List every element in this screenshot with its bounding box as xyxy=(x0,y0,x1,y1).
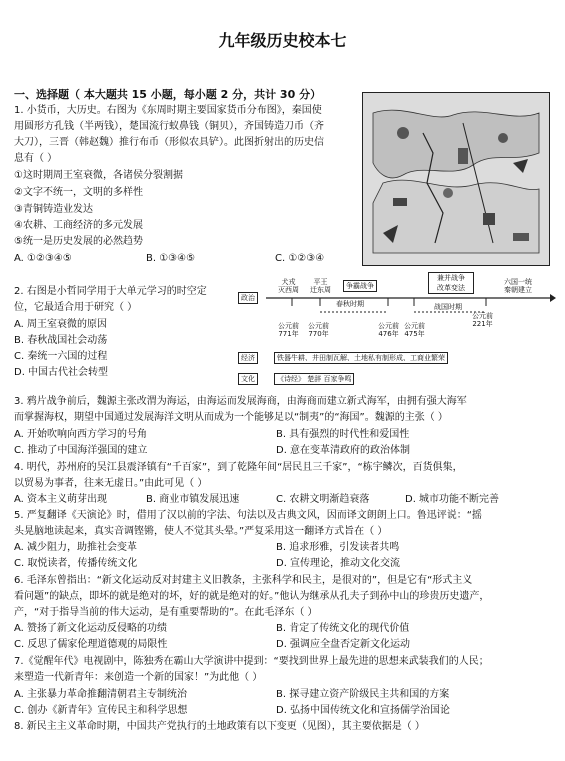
q1-line: 用圆形方孔钱（半两钱），楚国流行蚁鼻钱（铜贝），齐国铸造刀币（齐 xyxy=(14,121,324,132)
q7-line: 7.《觉醒年代》电视剧中，陈独秀在霸山大学演讲中提到：“要找到世界上最先进的思想来武装我们的人民； xyxy=(14,656,489,667)
q5-option-c[interactable]: C. 取悦读者，传播传统文化 xyxy=(14,558,138,569)
q3-option-b[interactable]: B. 具有强烈的时代性和爱国性 xyxy=(276,429,410,440)
q3-line: 3. 鸦片战争前后，魏源主张改渭为海运，由海运而发展海商，由海商而建立新式海军，由拥有强大海军 xyxy=(14,396,467,407)
q1-item: ⑤统一是历史发展的必然趋势 xyxy=(14,236,143,247)
year-label: 公元前 221年 xyxy=(472,312,493,328)
q4-line: 4. 明代，苏州府的吴江县震泽镇有“千百家”，到了乾隆年间“居民且三千家”，“栋宇鳞次，百货俱集， xyxy=(14,462,463,473)
year-label: 公元前 771年 xyxy=(278,322,299,338)
q4-option-a[interactable]: A. 资本主义萌芽出现 xyxy=(14,494,108,505)
q8-line: 8. 新民主主义革命时期，中国共产党执行的土地政策有以下变更（见图），其主要依据是（ ） xyxy=(14,721,425,732)
q1-line: 息有（ ） xyxy=(14,153,58,164)
year-label: 公元前 770年 xyxy=(308,322,329,338)
q6-option-b[interactable]: B. 肯定了传统文化的现代价值 xyxy=(276,623,410,634)
q6-option-d[interactable]: D. 强调应全盘否定新文化运动 xyxy=(276,639,411,650)
q7-line: 来塑造一代新青年：来创造一个新的国家！”为此他（ ） xyxy=(14,672,263,683)
culture-box: 《诗经》 楚辞 百家争鸣 xyxy=(274,373,354,385)
q1-item: ④农耕、工商经济的多元发展 xyxy=(14,220,143,231)
q1-option-a[interactable]: A. ①②③④⑤ xyxy=(14,253,72,264)
q4-option-d[interactable]: D. 城市功能不断完善 xyxy=(405,494,500,505)
q1-item: ①这时期周王室衰微，各诸侯分裂割据 xyxy=(14,170,183,181)
q5-option-b[interactable]: B. 追求形雅，引发读者共鸣 xyxy=(276,542,400,553)
q3-option-c[interactable]: C. 推动了中国海洋强国的建立 xyxy=(14,445,148,456)
q2-line: 位，它最适合用于研究（ ） xyxy=(14,302,138,313)
section-heading: 一、选择题（ 本大题共 15 小题，每小题 2 分，共计 30 分） xyxy=(14,88,322,101)
q1-line: 大刀），三晋（韩赵魏）推行布币（形似农具铲）。此图折射出的历史信 xyxy=(14,137,324,148)
page-title: 九年级历史校本七 xyxy=(218,31,347,50)
q2-option-b[interactable]: B. 春秋战国社会动荡 xyxy=(14,335,108,346)
event-label: 犬戎 灭西周 xyxy=(278,278,299,294)
period-label: 春秋时期 xyxy=(336,300,364,308)
event-box: 兼并战争 改革变法 xyxy=(428,272,474,294)
q4-line: 以贸易为事者，往来无虚日。”由此可见（ ） xyxy=(14,478,208,489)
q6-option-c[interactable]: C. 反思了儒家伦理道德观的局限性 xyxy=(14,639,168,650)
q5-line: 5. 严复翻译《天演论》时，借用了汉以前的字法、句法以及古典文风，因而译文朗朗上口。鲁迅评说：“摇 xyxy=(14,510,482,521)
timeline-diagram xyxy=(238,272,556,390)
map-illustration xyxy=(363,93,549,265)
q2-option-c[interactable]: C. 秦统一六国的过程 xyxy=(14,351,108,362)
year-label: 公元前 475年 xyxy=(404,322,425,338)
event-box: 争霸战争 xyxy=(343,280,377,292)
q5-line: 头晃脑地读起来，真实音调铿锵，使人不觉其头晕。”严复采用这一翻译方式旨在（ ） xyxy=(14,526,388,537)
event-label: 平王 迁东周 xyxy=(310,278,331,294)
currency-map-image xyxy=(362,92,550,266)
q2-line: 2. 右图是小哲同学用于大单元学习的时空定 xyxy=(14,286,207,297)
year-label: 公元前 476年 xyxy=(378,322,399,338)
row-label-economy: 经济 xyxy=(238,352,258,364)
q6-option-a[interactable]: A. 赞扬了新文化运动反侵略的功绩 xyxy=(14,623,168,634)
q1-line: 1. 小货币，大历史。右图为《东周时期主要国家货币分布图》，秦国使 xyxy=(14,105,322,116)
q1-option-c[interactable]: C. ①②③④ xyxy=(275,253,325,264)
q2-option-a[interactable]: A. 周王室衰微的原因 xyxy=(14,319,108,330)
event-label: 六国一统 秦朝建立 xyxy=(504,278,532,294)
q6-line: 产，“对于指导当前的伟大运动，是有重要帮助的”。在此毛泽东（ ） xyxy=(14,607,318,618)
q1-item: ③青铜铸造业发达 xyxy=(14,204,93,215)
q4-option-b[interactable]: B. 商业市镇发展迅速 xyxy=(146,494,240,505)
economy-box: 铁器牛耕、井田制瓦解、土地私有制形成、工商业繁荣 xyxy=(274,352,448,364)
q2-option-d[interactable]: D. 中国古代社会转型 xyxy=(14,367,109,378)
q6-line: 6. 毛泽东曾指出：“新文化运动反对封建主义旧教条，主张科学和民主，是很对的”，但是它有“形式主义 xyxy=(14,575,473,586)
q4-option-c[interactable]: C. 农耕文明渐趋衰落 xyxy=(276,494,370,505)
row-label-culture: 文化 xyxy=(238,373,258,385)
q7-option-d[interactable]: D. 弘扬中国传统文化和宣扬儒学治国论 xyxy=(276,705,451,716)
q5-option-d[interactable]: D. 宣传理论，推动文化交流 xyxy=(276,558,401,569)
row-label-politics: 政治 xyxy=(238,292,258,304)
period-label: 战国时期 xyxy=(434,303,462,311)
q5-option-a[interactable]: A. 减少阻力，助推社会变革 xyxy=(14,542,138,553)
q1-option-b[interactable]: B. ①③④⑤ xyxy=(146,253,196,264)
q7-option-c[interactable]: C. 创办《新青年》宣传民主和科学思想 xyxy=(14,705,188,716)
q7-option-a[interactable]: A. 主张暴力革命推翻清朝君主专制统治 xyxy=(14,689,188,700)
q3-option-a[interactable]: A. 开始吹响向西方学习的号角 xyxy=(14,429,148,440)
q3-option-d[interactable]: D. 意在变革清政府的政治体制 xyxy=(276,445,411,456)
q6-line: 看问题”的缺点，即坏的就是绝对的坏，好的就是绝对的好。”他认为继承从孔夫子到孙中山的珍贵历史遗产， xyxy=(14,591,490,602)
q3-line: 而掌握海权，期望中国通过发展海洋文明从而成为一个能够足以“制夷”的“海国”。魏源的主张（ ） xyxy=(14,412,448,423)
q1-item: ②文字不统一，文明的多样性 xyxy=(14,187,143,198)
q7-option-b[interactable]: B. 探寻建立资产阶级民主共和国的方案 xyxy=(276,689,450,700)
